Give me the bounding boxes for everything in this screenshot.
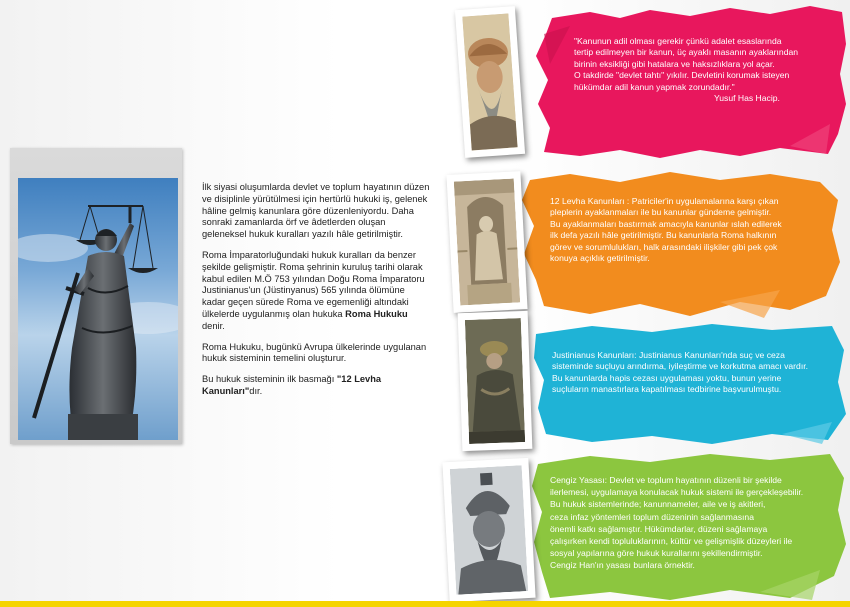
cengiz-line: çalışırken kendi topluluklarının, kültür ve gelişmişlik düzeyleri ile [550,536,793,547]
quote-author: Yusuf Has Hacip. [714,93,780,104]
yusuf-has-hacip-portrait [455,6,525,158]
quote-line: "Kanunun adil olması gerekir çünkü adalet esaslarında [574,36,782,46]
levha-line: görev ve sorumlulukları, halk arasındaki ilişkiler gibi pek çok [550,241,778,252]
basmak-text: Bu hukuk sisteminin ilk basmağı [202,374,337,385]
levha-line: ilk defa yazılı hâle getirilmiştir. Bu kanunlarla Roma halkının [550,230,777,241]
statue-niche-icon [454,179,520,306]
levha-line: konuya açıklık getirilmiştir. [550,253,650,264]
justinianus-portrait [458,311,533,451]
justice-statue-photo [10,148,182,444]
cengiz-line: sosyal yapılarına göre hukuk kurallarını şekillendirmiştir. [550,548,763,559]
sky-background [18,178,178,440]
quote-line: O takdirde "devlet tahtı" yıkılır. Devletini korumak isteyen [574,70,790,81]
roma-text: Roma İmparatorluğundaki hukuk kuralları da benzer şekilde gelişmiştir. Roma şehrinin kuruluş tarihi olarak kabul edilen M.Ö 753 yılından Doğu Roma İmparatoru Justinianus'un (Jüstinyanus) 565 yılında ölümüne kadar geçen sürede Roma ve egemenliği altındaki ülkelerde uygulanmış olan hukuka [202,249,425,319]
turbaned-man-portrait-icon [462,14,517,151]
cengiz-line: ilerlemesi, uygulamaya konulacak hukuk sistemi ile gerçekleşebilir. [550,487,804,498]
cengiz-han-portrait [442,458,535,602]
levha-card-orange [520,170,842,318]
levha-kanunlari-bold: "12 Levha Kanunları" [202,374,382,396]
quote-line: tertip edilmeyen bir kanun, üç ayaklı masanın ayaklarından [574,47,799,58]
cengiz-line: ceza infaz yöntemleri toplum düzeninin sağlanmasına [550,511,754,522]
bottom-yellow-bar [0,601,850,607]
intro-paragraph-1: İlk siyasi oluşumlarda devlet ve toplum hayatının düzen ve disiplinle yürütülmesi için hertürlü hukuki iş, gelenek hâline gelmiş kanunlara göre düzenleniyordu. Daha sonraki zamanlarda örf ve âdetlerden oluşan geleneksel hukuk kuralları yazılı hâle getirilmiştir. [202,182,430,240]
quote-line: hükümdar adil kanun yapmak zorundadır." [574,81,735,92]
quote-line: birinin eksikliği gibi hatalara ve haksızlıklara yol açar. [574,58,775,69]
justinianus-card-cyan [532,322,848,446]
intro-text-column [202,182,430,407]
twelve-tables-portrait [446,171,527,313]
basmak-text-end: dır. [249,385,263,396]
cengiz-line: önemli katkı sağlamıştır. Hükümdarlar, düzeni sağlamaya [550,523,768,534]
roma-hukuku-bold: Roma Hukuku [345,308,408,319]
cengiz-line: Cengiz Yasası: Devlet ve toplum hayatının düzenli bir şekilde [550,475,782,485]
intro-paragraph-2 [202,250,430,333]
intro-paragraph-3: Roma Hukuku, bugünkü Avrupa ülkelerinde uygulanan hukuk sisteminin temelini oluşturur. [202,341,427,364]
genghis-statue-icon [450,465,528,595]
justinianus-line: Bu kanunlarda hapis cezası uygulaması yoktu, bunun yerine [552,372,782,383]
seated-emperor-icon [465,318,525,444]
intro-paragraph-4 [202,374,430,398]
justinianus-line: suçluların manastırlara kapatılması tedbirine başvurulmuştu. [552,384,782,395]
levha-line: pleplerin ayaklanmaları ile bu kanunlar gündeme gelmiştir. [550,207,772,218]
levha-line: 12 Levha Kanunları : Patriciler'in uygulamalarına karşı çıkan [550,196,779,206]
quote-card-magenta [530,4,848,162]
roma-text-end: denir. [202,320,225,331]
cengiz-card-green [530,452,848,602]
levha-line: Bu ayaklanmaları bastırmak amacıyla kanunlar ıslah edilerek [550,218,782,229]
cengiz-line: Bu hukuk sistemlerinde; kanunnameler, aile ve iş akitleri, [550,499,766,510]
cengiz-line: Cengiz Han'ın yasası bunlara örnektir. [550,560,695,571]
lady-justice-icon [18,178,178,440]
justinianus-line: Justinianus Kanunları: Justinianus Kanunları'nda suç ve ceza [552,350,785,360]
justinianus-line: sisteminde suçluyu arındırma, iyileştirme ve korkutma amacı vardır. [552,361,808,372]
